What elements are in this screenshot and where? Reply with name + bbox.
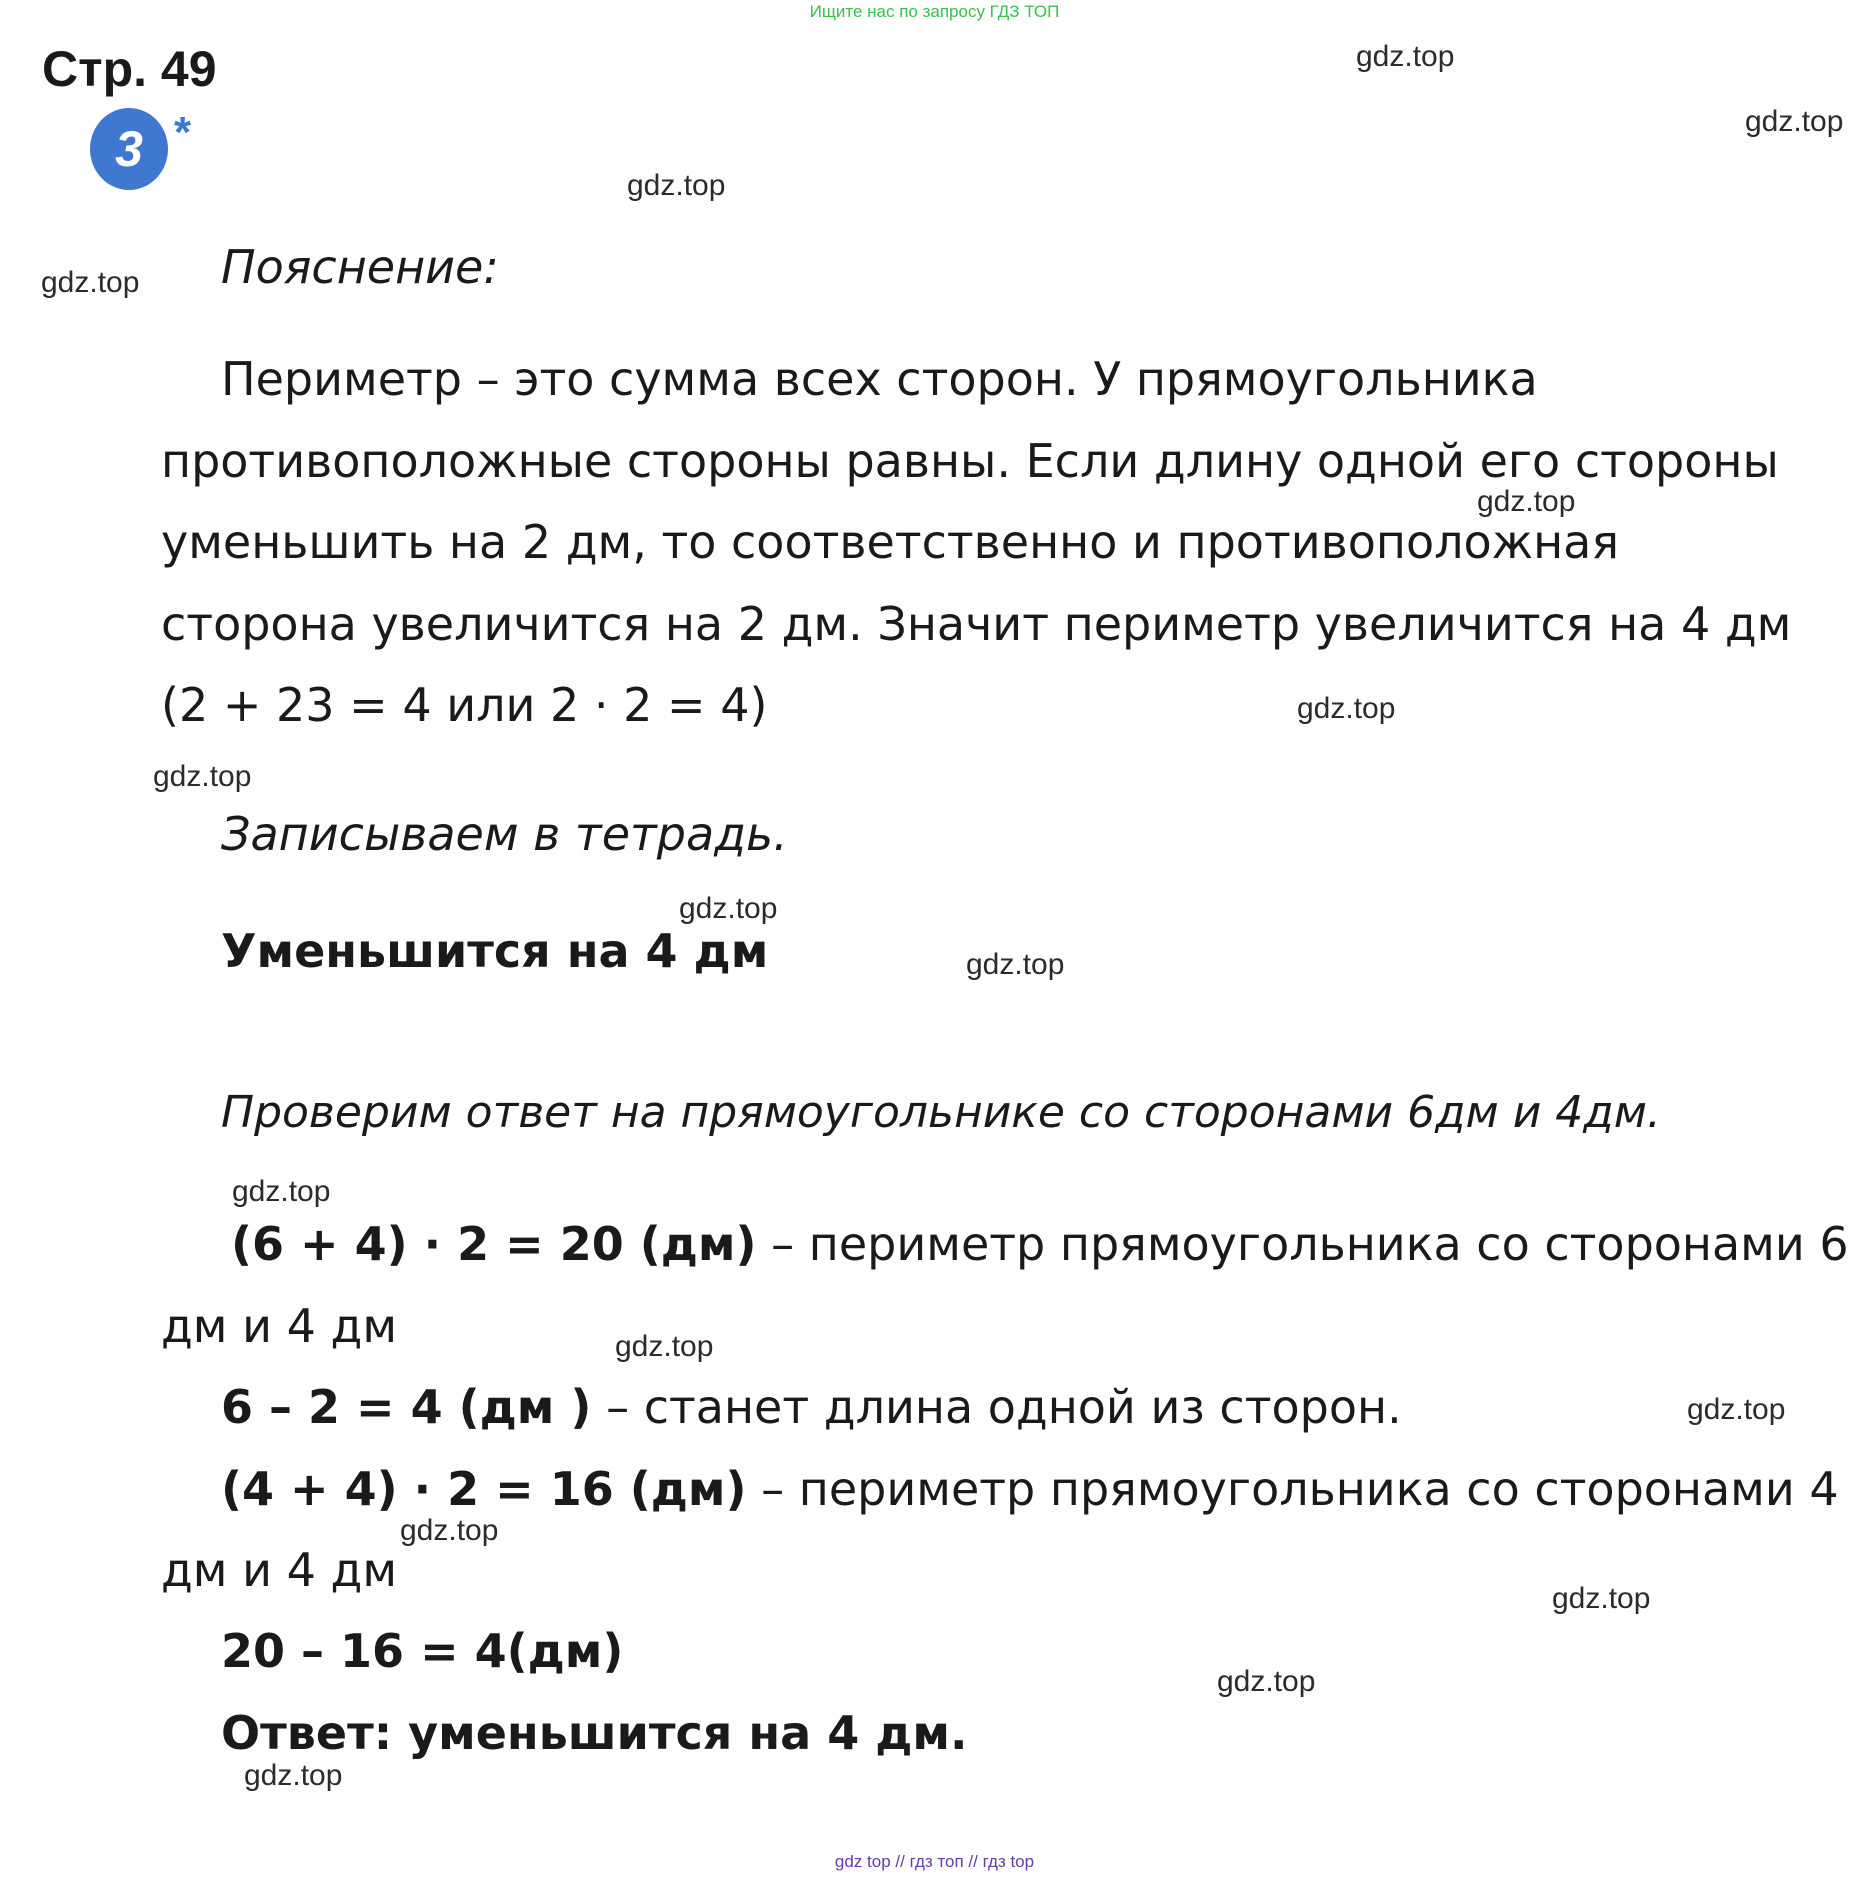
- check-step-2: [221, 1380, 1402, 1434]
- step-1-expression: (6 + 4) · 2 = 20 (дм): [231, 1217, 757, 1271]
- check-step-1-continued: дм и 4 дм: [161, 1299, 398, 1353]
- step-2-expression: 6 – 2 = 4 (дм ): [221, 1380, 592, 1434]
- explanation-line: уменьшить на 2 дм, то соответственно и противоположная: [161, 515, 1620, 569]
- watermark: gdz.top: [232, 1175, 331, 1208]
- explanation-heading: Пояснение:: [221, 240, 499, 294]
- watermark: gdz.top: [1745, 105, 1844, 138]
- explanation-line: сторона увеличится на 2 дм. Значит периметр увеличится на 4 дм: [161, 597, 1792, 651]
- check-step-4: 20 – 16 = 4(дм): [221, 1624, 624, 1678]
- notebook-heading: Записываем в тетрадь.: [221, 807, 788, 861]
- watermark: gdz.top: [1477, 485, 1576, 518]
- step-3-expression: (4 + 4) · 2 = 16 (дм): [221, 1462, 747, 1516]
- watermark: gdz.top: [244, 1759, 343, 1792]
- watermark: gdz.top: [153, 760, 252, 793]
- footer-links: gdz top // гдз топ // гдз top: [834, 1852, 1035, 1871]
- explanation-line: (2 + 23 = 4 или 2 · 2 = 4): [161, 678, 768, 732]
- watermark: gdz.top: [627, 169, 726, 202]
- check-step-3: [221, 1462, 1839, 1516]
- step-1-text: – периметр прямоугольника со сторонами 6: [756, 1217, 1849, 1271]
- check-step-1: [231, 1217, 1849, 1271]
- step-2-text: – станет длина одной из сторон.: [591, 1380, 1402, 1434]
- watermark: gdz.top: [1687, 1393, 1786, 1426]
- watermark: gdz.top: [1552, 1582, 1651, 1615]
- watermark: gdz.top: [1297, 692, 1396, 725]
- watermark: gdz.top: [615, 1330, 714, 1363]
- top-banner: Ищите нас по запросу ГДЗ ТОП: [809, 2, 1060, 21]
- check-step-3-continued: дм и 4 дм: [161, 1543, 398, 1597]
- explanation-line: Периметр – это сумма всех сторон. У прямоугольника: [221, 352, 1538, 406]
- watermark: gdz.top: [679, 892, 778, 925]
- notebook-answer: Уменьшится на 4 дм: [221, 924, 769, 978]
- page-title: Стр. 49: [42, 41, 217, 97]
- watermark: gdz.top: [1356, 40, 1455, 73]
- watermark: gdz.top: [966, 948, 1065, 981]
- step-3-text: – периметр прямоугольника со сторонами 4: [746, 1462, 1839, 1516]
- explanation-line: противоположные стороны равны. Если длину одной его стороны: [161, 434, 1779, 488]
- watermark: gdz.top: [400, 1514, 499, 1547]
- check-heading: Проверим ответ на прямоугольнике со сторонами 6дм и 4дм.: [221, 1087, 1661, 1138]
- watermark: gdz.top: [1217, 1665, 1316, 1698]
- task-star-mark: *: [174, 108, 192, 157]
- task-number-badge: 3: [90, 108, 168, 190]
- watermark: gdz.top: [41, 266, 140, 299]
- final-answer: Ответ: уменьшится на 4 дм.: [221, 1706, 968, 1760]
